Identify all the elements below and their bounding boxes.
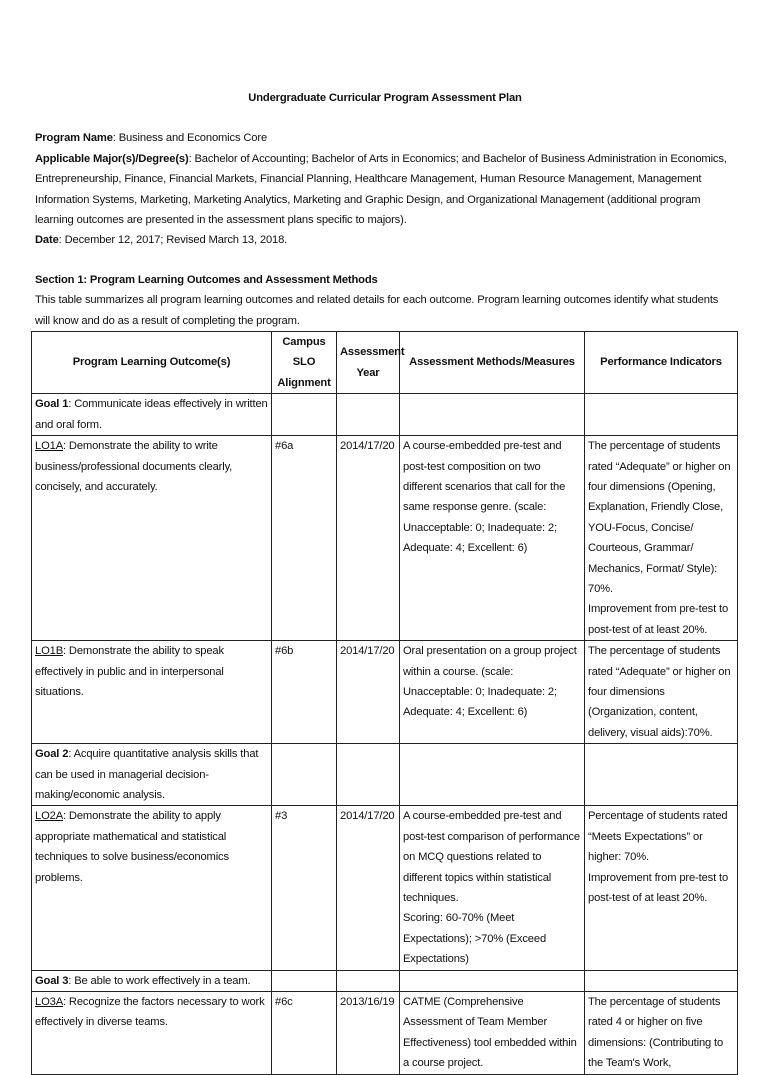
goal-cell: [32, 744, 272, 806]
majors-value: : Bachelor of Accounting; Bachelor of Arts in Economics; and Bachelor of Business Administration in Economics, Entrepreneurship, Finance, Financial Markets, Financial Planning, Healthcare Management, Human Resource Management, Management Information Systems, Marketing, Marketing Analytics, Marketing and Graphic Design, and Organizational Management (additional program learning outcomes are presented in the assessment plans specific to majors).: [35, 152, 727, 227]
document: [35, 88, 735, 1075]
method-cell: Oral presentation on a group project within a course. (scale: Unacceptable: 0; Inadequate: 2; Adequate: 4; Excellent: 6): [400, 641, 585, 744]
method-text: A course-embedded pre-test and post-test comparison of performance on MCQ questions related to different topics within statistical techniques.: [403, 810, 580, 905]
outcome-code: LO1A: [35, 440, 64, 453]
indicator-cell: [585, 806, 738, 970]
header-slo: Campus SLO Alignment: [272, 332, 337, 394]
table-header-row: [32, 332, 738, 394]
outcome-code: LO3A: [35, 996, 64, 1009]
year-cell: 2014/17/20: [337, 806, 400, 970]
header-year: Assessment Year: [337, 332, 400, 394]
goal-text: : Be able to work effectively in a team.: [68, 974, 251, 987]
date-line: [35, 230, 735, 250]
goal-text: : Acquire quantitative analysis skills that can be used in managerial decision-making/economic analysis.: [35, 748, 259, 801]
slo-cell: #3: [272, 806, 337, 970]
method-cell: CATME (Comprehensive Assessment of Team Member Effectiveness) tool embedded within a course project.: [400, 992, 585, 1075]
outcome-cell: [32, 641, 272, 744]
method-text-2: Scoring: 60-70% (Meet Expectations); >70% (Exceed Expectations): [403, 912, 547, 966]
majors-label: Applicable Major(s)/Degree(s): [35, 152, 189, 165]
goal-cell: [32, 970, 272, 991]
slo-cell: #6b: [272, 641, 337, 744]
assessment-table: [31, 331, 738, 1075]
slo-cell: #6a: [272, 436, 337, 641]
goal-cell: [32, 394, 272, 436]
year-cell: 2014/17/20: [337, 641, 400, 744]
program-name-label: Program Name: [35, 132, 113, 145]
indicator-text: The percentage of students rated “Adequate” or higher on four dimensions (Opening, Explanation, Friendly Close, YOU-Focus, Concise/ Courteous, Grammar/ Mechanics, Format/ Style): 70%.: [588, 440, 731, 595]
indicator-text-2: Improvement from pre-test to post-test of at least 20%.: [588, 603, 729, 636]
document-title: Undergraduate Curricular Program Assessment Plan: [248, 92, 522, 104]
goal-label: Goal 2: [35, 748, 69, 761]
goal-text: : Communicate ideas effectively in written and oral form.: [35, 398, 268, 431]
indicator-text: Percentage of students rated “Meets Expectations” or higher: 70%.: [588, 810, 728, 864]
table-row-goal: [32, 744, 738, 806]
slo-cell: #6c: [272, 992, 337, 1075]
goal-label: Goal 1: [35, 398, 69, 411]
table-row-goal: [32, 394, 738, 436]
program-meta: [35, 128, 735, 250]
table-row: [32, 436, 738, 641]
outcome-text: : Demonstrate the ability to apply appropriate mathematical and statistical techniques to solve business/economics problems.: [35, 810, 229, 884]
section1-heading: Section 1: Program Learning Outcomes and Assessment Methods: [35, 273, 378, 286]
method-cell: A course-embedded pre-test and post-test composition on two different scenarios that call for the same response genre. (scale: Unacceptable: 0; Inadequate: 2; Adequate: 4; Excellent: 6): [400, 436, 585, 641]
outcome-text: : Demonstrate the ability to speak effectively in public and in interpersonal situations.: [35, 645, 224, 698]
outcome-text: : Recognize the factors necessary to work effectively in diverse teams.: [35, 996, 265, 1029]
table-row: [32, 641, 738, 744]
outcome-text: : Demonstrate the ability to write business/professional documents clearly, concisely, and accurately.: [35, 440, 233, 493]
table-row: [32, 992, 738, 1075]
indicator-text-2: Improvement from pre-test to post-test of at least 20%.: [588, 871, 729, 905]
outcome-code: LO2A: [35, 810, 64, 823]
program-name-line: [35, 128, 735, 148]
goal-label: Goal 3: [35, 974, 69, 987]
program-name-value: : Business and Economics Core: [112, 132, 268, 145]
indicator-cell: [585, 436, 738, 641]
outcome-code: LO1B: [35, 645, 64, 658]
indicator-cell: The percentage of students rated “Adequate” or higher on four dimensions (Organization, content, delivery, visual aids):70%.: [585, 641, 738, 744]
header-outcome: Program Learning Outcome(s): [32, 332, 272, 394]
date-label: Date: [35, 234, 59, 247]
header-indicators: Performance Indicators: [585, 332, 738, 394]
year-cell: 2013/16/19: [337, 992, 400, 1075]
majors-line: [35, 149, 735, 231]
table-row-goal: [32, 970, 738, 991]
method-cell: [400, 806, 585, 970]
outcome-cell: [32, 436, 272, 641]
indicator-cell: The percentage of students rated 4 or higher on five dimensions: (Contributing to the Team's Work,: [585, 992, 738, 1075]
date-value: : December 12, 2017; Revised March 13, 2018.: [58, 234, 288, 247]
outcome-cell: [32, 992, 272, 1075]
header-methods: Assessment Methods/Measures: [400, 332, 585, 394]
table-row: [32, 806, 738, 970]
year-cell: 2014/17/20: [337, 436, 400, 641]
section1-description: This table summarizes all program learning outcomes and related details for each outcome. Program learning outcomes identify what students will know and do as a result of completing the program.: [35, 294, 719, 327]
outcome-cell: [32, 806, 272, 970]
